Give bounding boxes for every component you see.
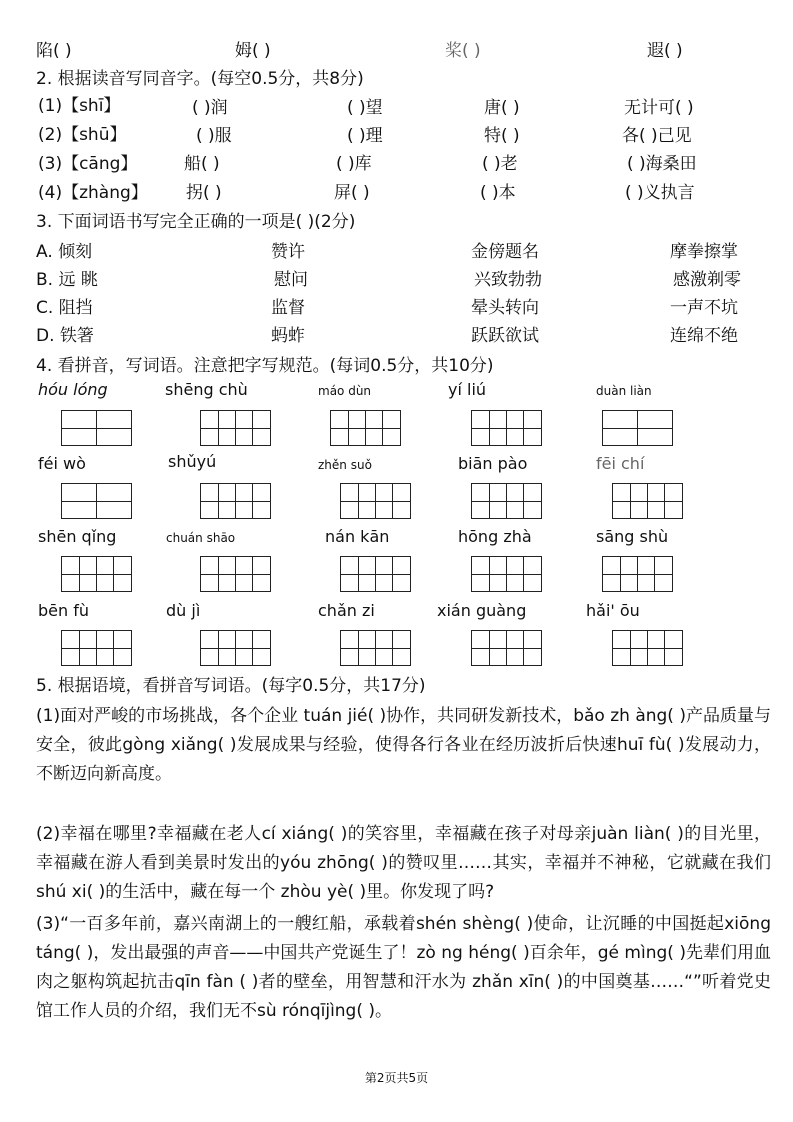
q4-writing-grid[interactable] [340, 630, 411, 666]
q4-pinyin: xián guàng [437, 601, 527, 620]
question-4-title: 4. 看拼音，写词语。注意把字写规范。(每词0.5分，共10分) [36, 356, 494, 376]
q4-pinyin: shēn qǐng [38, 527, 117, 546]
q4-writing-grid[interactable] [602, 410, 673, 446]
q2-row-1-item: 唐( ) [484, 98, 520, 118]
q4-pinyin: duàn liàn [596, 384, 652, 398]
q4-writing-grid[interactable] [200, 483, 271, 519]
q2-row-1-item: 无计可( ) [624, 98, 694, 118]
q2-row-1-item: ( )润 [192, 98, 228, 118]
q3-option-c-word: 监督 [271, 298, 305, 318]
q2-row-2-item: ( )理 [347, 126, 383, 146]
q4-pinyin: shǔyú [168, 452, 217, 471]
q2-row-3-item: ( )老 [482, 154, 518, 174]
q3-option-d-word: 连绵不绝 [670, 326, 738, 346]
q4-writing-grid[interactable] [471, 410, 542, 446]
q2-row-1-item: ( )望 [347, 98, 383, 118]
q5-paragraph-2: (2)幸福在哪里?幸福藏在老人cí xiáng( )的笑容里，幸福藏在孩子对母亲juàn liàn( )的目光里，幸福藏在游人看到美景时发出的yóu zhōng( )的赞叹里……其实，幸福并不神秘，它就藏在我们 shú xi( )的生活中，藏在每一个 zhòu yè( )里。你发现了吗? [36, 824, 771, 902]
q4-writing-grid[interactable] [200, 556, 271, 592]
q4-writing-grid[interactable] [612, 630, 683, 666]
q4-pinyin: máo dùn [318, 384, 372, 398]
q2-row-3-item: 船( ) [184, 154, 220, 174]
q3-option-b-label: B. 远 眺 [36, 270, 98, 290]
q2-row-1-label: (1)【shī】 [38, 96, 121, 116]
q3-option-b-word: 感激剃零 [673, 270, 741, 290]
q4-pinyin: dù jì [166, 601, 201, 620]
q4-writing-grid[interactable] [61, 410, 132, 446]
question-5-title: 5. 根据语境，看拼音写词语。(每字0.5分，共17分) [36, 676, 426, 696]
q4-writing-grid[interactable] [330, 410, 401, 446]
q4-pinyin: féi wò [38, 454, 86, 473]
q4-pinyin: fēi chí [596, 454, 645, 473]
q3-option-a-word: 金傍题名 [471, 242, 539, 262]
q2-row-2-item: ( )服 [196, 126, 232, 146]
q4-pinyin: hōng zhà [458, 527, 532, 546]
q2-row-4-item: ( )义执言 [625, 183, 695, 203]
q3-option-c-word: 晕头转向 [471, 298, 539, 318]
q3-option-d-word: 蚂蚱 [271, 326, 305, 346]
q3-option-d-label: D. 铁箸 [36, 326, 94, 346]
q4-pinyin: sāng shù [596, 527, 669, 546]
q4-pinyin: biān pào [458, 454, 528, 473]
q2-row-4-item: 拐( ) [186, 183, 222, 203]
q4-pinyin: hóu lóng [38, 380, 108, 399]
top-item-4: 遐( ) [647, 41, 683, 61]
q4-writing-grid[interactable] [340, 556, 411, 592]
q3-option-a-word: 赞许 [271, 242, 305, 262]
q2-row-2-label: (2)【shū】 [38, 125, 127, 145]
top-item-3: 桨( ) [445, 41, 481, 61]
q2-row-4-label: (4)【zhàng】 [38, 183, 148, 203]
q4-pinyin: nán kān [325, 527, 390, 546]
q5-paragraph-1: (1)面对严峻的市场挑战，各个企业 tuán jié( )协作，共同研发新技术，bǎo zh àng( )产品质量与安全，彼此gòng xiǎng( )发展成果与经验，使得各行各业在经历波折后快速huī fù( )发展动力，不断迈向新高度。 [36, 706, 771, 784]
q2-row-2-item: 各( )己见 [622, 126, 692, 146]
q3-option-b-word: 慰问 [274, 270, 308, 290]
q4-writing-grid[interactable] [612, 483, 683, 519]
q4-writing-grid[interactable] [602, 556, 673, 592]
q4-pinyin: yí liú [448, 380, 487, 399]
q4-writing-grid[interactable] [61, 483, 132, 519]
q4-writing-grid[interactable] [200, 410, 271, 446]
q4-writing-grid[interactable] [200, 630, 271, 666]
q4-writing-grid[interactable] [471, 483, 542, 519]
top-item-2: 姆( ) [235, 41, 271, 61]
question-2-title: 2. 根据读音写同音字。(每空0.5分，共8分) [36, 69, 364, 89]
q5-paragraph-3: (3)“一百多年前，嘉兴南湖上的一艘红船，承载着shén shèng( )使命，让沉睡的中国挺起xiōng táng( )，发出最强的声音——中国共产党诞生了！zò ng héng( )百余年，gé mìng( )先辈们用血肉之躯构筑起抗击qīn fàn ( )者的壁垒，用智慧和汗水为 zhǎn xīn( )的中国奠基……“”听着党史馆工作人员的介绍，我们无不sù rónqījìng( )。 [36, 914, 771, 1021]
q3-option-c-word: 一声不坑 [670, 298, 738, 318]
q3-option-b-word: 兴致勃勃 [474, 270, 542, 290]
q4-pinyin: shēng chù [165, 380, 248, 399]
q2-row-3-item: ( )海桑田 [627, 154, 697, 174]
q4-writing-grid[interactable] [471, 556, 542, 592]
q3-option-a-label: A. 倾刻 [36, 242, 93, 262]
q4-writing-grid[interactable] [61, 630, 132, 666]
q3-option-d-word: 跃跃欲试 [471, 326, 539, 346]
q2-row-4-item: ( )本 [480, 183, 516, 203]
q4-pinyin: chǎn zi [318, 601, 375, 620]
q4-pinyin: zhěn suǒ [318, 458, 372, 472]
top-item-1: 陷( ) [36, 41, 72, 61]
q4-writing-grid[interactable] [61, 556, 132, 592]
q2-row-2-item: 特( ) [484, 126, 520, 146]
q3-option-c-label: C. 阻挡 [36, 298, 93, 318]
q2-row-3-item: ( )库 [336, 154, 372, 174]
q4-pinyin: chuán shāo [166, 531, 236, 545]
question-3-title: 3. 下面词语书写完全正确的一项是( )(2分) [36, 212, 356, 232]
q4-writing-grid[interactable] [340, 483, 411, 519]
q2-row-4-item: 屏( ) [334, 183, 370, 203]
page-footer: 第2页共5页 [364, 1071, 429, 1085]
q3-option-a-word: 摩拳擦掌 [670, 242, 738, 262]
q2-row-3-label: (3)【cāng】 [38, 154, 138, 174]
q4-pinyin: hǎi' ōu [586, 601, 640, 620]
q4-writing-grid[interactable] [471, 630, 542, 666]
q4-pinyin: bēn fù [38, 601, 89, 620]
